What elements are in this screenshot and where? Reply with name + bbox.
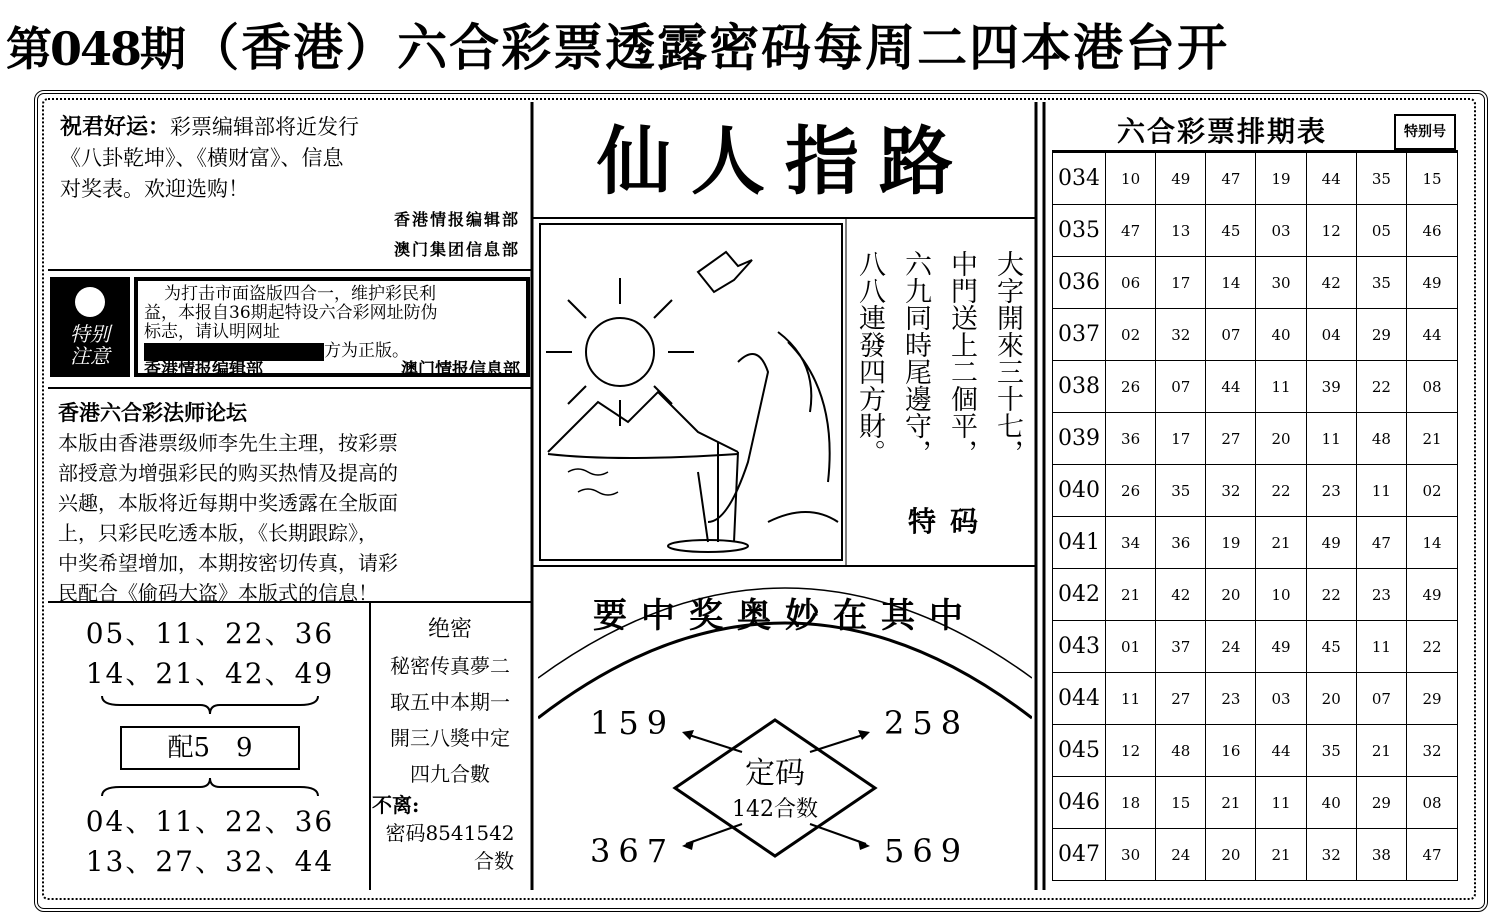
number-groups: [52, 604, 368, 886]
period-cell: 038: [1053, 361, 1106, 413]
number-cell: 26: [1106, 361, 1156, 413]
period-cell: 037: [1053, 309, 1106, 361]
number-cell: 44: [1306, 153, 1356, 205]
number-cell: 20: [1206, 569, 1256, 621]
special-number-cell: 46: [1407, 205, 1458, 257]
issue-number: 第048期: [6, 22, 185, 76]
number-cell: 24: [1156, 829, 1206, 881]
arc-slogan: 要中奖奥妙在其中: [593, 596, 977, 636]
table-row: [1053, 829, 1458, 881]
number-cell: 20: [1306, 673, 1356, 725]
number-row: 04、11、22、36: [85, 805, 335, 838]
lightbulb-icon: [75, 287, 105, 317]
number-cell: 04: [1306, 309, 1356, 361]
center-title: 仙人指路: [597, 119, 973, 205]
table-title: 六合彩票排期表: [1116, 115, 1327, 148]
number-cell: 23: [1306, 465, 1356, 517]
number-cell: 11: [1256, 361, 1306, 413]
special-notice-label: 特别 注意: [50, 277, 130, 377]
number-cell: 11: [1356, 621, 1406, 673]
special-number-cell: 15: [1407, 153, 1458, 205]
secret-title: 绝密: [427, 617, 472, 642]
corner-number-tl: 159: [590, 704, 676, 742]
special-number-cell: 49: [1407, 569, 1458, 621]
results-grid: [1052, 152, 1458, 881]
number-cell: 03: [1256, 205, 1306, 257]
signature-hk: 香港情报编辑部: [393, 210, 520, 229]
special-number-cell: 08: [1407, 361, 1458, 413]
secret-section: [372, 604, 528, 886]
special-code-label: 特码: [907, 505, 992, 538]
special-number-cell: 47: [1407, 829, 1458, 881]
number-cell: 35: [1306, 725, 1356, 777]
number-cell: 02: [1106, 309, 1156, 361]
forum-line: 兴趣，本版将近每期中奖透露在全版面: [58, 491, 398, 515]
table-header: [1052, 110, 1458, 152]
period-cell: 047: [1053, 829, 1106, 881]
bulian-label: 不离:: [372, 793, 420, 817]
number-cell: 49: [1156, 153, 1206, 205]
number-cell: 19: [1256, 153, 1306, 205]
number-cell: 22: [1306, 569, 1356, 621]
number-cell: 45: [1206, 205, 1256, 257]
number-cell: 44: [1206, 361, 1256, 413]
number-cell: 27: [1156, 673, 1206, 725]
special-number-cell: 44: [1407, 309, 1458, 361]
period-cell: 040: [1053, 465, 1106, 517]
number-cell: 26: [1106, 465, 1156, 517]
number-cell: 11: [1106, 673, 1156, 725]
forum-line: 民配合《偷码大盗》本版式的信息！: [58, 581, 378, 605]
number-cell: 21: [1256, 829, 1306, 881]
forum-line: 上，只彩民吃透本版，《长期跟踪》，: [58, 521, 378, 545]
number-cell: 23: [1356, 569, 1406, 621]
period-cell: 042: [1053, 569, 1106, 621]
special-number-cell: 29: [1407, 673, 1458, 725]
combined-number-label: 142合数: [732, 797, 818, 822]
table-row: [1053, 517, 1458, 569]
number-row: 14、21、42、49: [85, 657, 335, 690]
period-cell: 035: [1053, 205, 1106, 257]
number-cell: 14: [1206, 257, 1256, 309]
number-cell: 35: [1356, 153, 1406, 205]
number-cell: 42: [1156, 569, 1206, 621]
number-cell: 11: [1356, 465, 1406, 517]
signature-macau: 澳门集团信息部: [393, 240, 520, 259]
fixed-code-label: 定码: [745, 756, 805, 791]
secret-line: 取五中本期一: [390, 690, 510, 714]
forum-line: 本版由香港票级师李先生主理，按彩票: [58, 431, 398, 455]
good-luck-lead: 祝君好运：: [60, 114, 171, 140]
table-row: [1053, 725, 1458, 777]
redacted-url: [144, 343, 324, 361]
special-number-cell: 21: [1407, 413, 1458, 465]
number-cell: 16: [1206, 725, 1256, 777]
special-number-cell: 32: [1407, 725, 1458, 777]
number-cell: 22: [1256, 465, 1306, 517]
number-cell: 29: [1356, 777, 1406, 829]
corner-number-tr: 258: [884, 704, 970, 742]
brace-up: [100, 776, 320, 798]
secret-code-suffix: 合数: [474, 849, 514, 873]
table-row: [1053, 673, 1458, 725]
verse-column: 八八連發四方財。: [854, 250, 885, 466]
special-number-header: 特别号: [1394, 114, 1456, 150]
number-cell: 32: [1306, 829, 1356, 881]
number-cell: 30: [1106, 829, 1156, 881]
fixed-code-section: [538, 568, 1032, 886]
number-cell: 40: [1256, 309, 1306, 361]
number-cell: 44: [1256, 725, 1306, 777]
number-cell: 18: [1106, 777, 1156, 829]
table-row: [1053, 465, 1458, 517]
number-cell: 38: [1356, 829, 1406, 881]
number-cell: 36: [1106, 413, 1156, 465]
forum-section: [58, 398, 524, 608]
number-cell: 07: [1356, 673, 1406, 725]
number-cell: 05: [1356, 205, 1406, 257]
number-row: 13、27、32、44: [85, 845, 335, 878]
number-cell: 11: [1256, 777, 1306, 829]
corner-number-br: 569: [884, 832, 970, 870]
table-row: [1053, 205, 1458, 257]
number-cell: 21: [1356, 725, 1406, 777]
number-cell: 19: [1206, 517, 1256, 569]
secret-line: 開三八獎中定: [390, 726, 510, 750]
good-luck-section: [60, 112, 520, 265]
table-row: [1053, 569, 1458, 621]
number-cell: 12: [1106, 725, 1156, 777]
number-cell: 06: [1106, 257, 1156, 309]
number-cell: 27: [1206, 413, 1256, 465]
good-luck-line-1: 祝君好运：彩票编辑部将近发行: [60, 114, 360, 140]
table-row: [1053, 777, 1458, 829]
period-cell: 045: [1053, 725, 1106, 777]
special-notice-box: 为打击市面盗版四合一，维护彩民利 益，本报自36期起特设六合彩网址防伪 标志，请认明网址 方为正版。 香港情报编辑部 澳门情报信息部: [134, 277, 530, 377]
special-number-cell: 14: [1407, 517, 1458, 569]
number-cell: 37: [1156, 621, 1206, 673]
verse-block: [850, 250, 1030, 490]
number-cell: 07: [1206, 309, 1256, 361]
number-cell: 39: [1306, 361, 1356, 413]
period-cell: 039: [1053, 413, 1106, 465]
number-cell: 49: [1256, 621, 1306, 673]
number-cell: 48: [1156, 725, 1206, 777]
secret-line: 秘密传真夢二: [390, 654, 510, 678]
number-cell: 22: [1356, 361, 1406, 413]
number-cell: 07: [1156, 361, 1206, 413]
number-cell: 17: [1156, 257, 1206, 309]
number-cell: 21: [1206, 777, 1256, 829]
number-cell: 15: [1156, 777, 1206, 829]
number-cell: 42: [1306, 257, 1356, 309]
number-cell: 30: [1256, 257, 1306, 309]
number-cell: 11: [1306, 413, 1356, 465]
special-number-cell: 02: [1407, 465, 1458, 517]
number-cell: 01: [1106, 621, 1156, 673]
number-cell: 32: [1206, 465, 1256, 517]
special-number-cell: 08: [1407, 777, 1458, 829]
number-cell: 35: [1356, 257, 1406, 309]
verse-column: 中門送上二個平，: [946, 250, 977, 466]
period-cell: 041: [1053, 517, 1106, 569]
number-cell: 24: [1206, 621, 1256, 673]
number-cell: 47: [1356, 517, 1406, 569]
number-cell: 10: [1256, 569, 1306, 621]
corner-number-bl: 367: [590, 832, 676, 870]
number-cell: 21: [1256, 517, 1306, 569]
number-cell: 20: [1256, 413, 1306, 465]
table-row: [1053, 153, 1458, 205]
period-cell: 043: [1053, 621, 1106, 673]
number-cell: 49: [1306, 517, 1356, 569]
number-cell: 36: [1156, 517, 1206, 569]
number-cell: 03: [1256, 673, 1306, 725]
forum-line: 部授意为增强彩民的购买热情及提高的: [58, 461, 398, 485]
period-cell: 034: [1053, 153, 1106, 205]
number-cell: 10: [1106, 153, 1156, 205]
good-luck-line-2: 《八卦乾坤》、《横财富》、信息: [60, 146, 344, 170]
period-cell: 046: [1053, 777, 1106, 829]
table-row: [1053, 361, 1458, 413]
table-row: [1053, 257, 1458, 309]
number-cell: 12: [1306, 205, 1356, 257]
number-cell: 47: [1106, 205, 1156, 257]
number-cell: 21: [1106, 569, 1156, 621]
sun-mountain-crane-illustration: [538, 222, 844, 562]
number-cell: 23: [1206, 673, 1256, 725]
secret-code: 密码8541542: [385, 821, 515, 845]
table-row: [1053, 413, 1458, 465]
period-cell: 036: [1053, 257, 1106, 309]
verse-column: 大字開來三十七，: [992, 250, 1023, 466]
good-luck-line-3: 对奖表。欢迎选购！: [60, 177, 249, 201]
draw-schedule-table: [1052, 110, 1458, 880]
table-row: [1053, 309, 1458, 361]
number-cell: 35: [1156, 465, 1206, 517]
number-cell: 40: [1306, 777, 1356, 829]
pair-box: 配5 9: [120, 726, 300, 770]
verse-column: 六九同時尾邊守，: [900, 250, 931, 466]
number-cell: 45: [1306, 621, 1356, 673]
forum-title: 香港六合彩法师论坛: [58, 400, 247, 425]
special-number-cell: 22: [1407, 621, 1458, 673]
number-cell: 47: [1206, 153, 1256, 205]
number-cell: 34: [1106, 517, 1156, 569]
number-cell: 17: [1156, 413, 1206, 465]
number-cell: 29: [1356, 309, 1406, 361]
number-cell: 20: [1206, 829, 1256, 881]
forum-line: 中奖希望增加，本期按密切传真，请彩: [58, 551, 398, 575]
secret-line: 四九合數: [410, 762, 490, 786]
number-cell: 13: [1156, 205, 1206, 257]
page-title: （香港）六合彩票透露密码每周二四本港台开: [189, 18, 1230, 77]
special-number-cell: 49: [1407, 257, 1458, 309]
number-row: 05、11、22、36: [85, 617, 335, 650]
number-cell: 48: [1356, 413, 1406, 465]
brace-down: [100, 694, 320, 716]
number-cell: 32: [1156, 309, 1206, 361]
period-cell: 044: [1053, 673, 1106, 725]
table-row: [1053, 621, 1458, 673]
